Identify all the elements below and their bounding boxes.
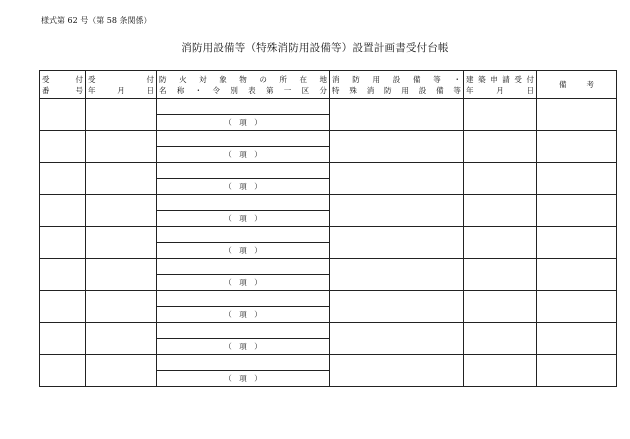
entry-row-top xyxy=(40,227,617,243)
item-classification-cell[interactable]: （ 項 ） xyxy=(157,275,330,291)
receipt-date-cell[interactable] xyxy=(86,195,157,227)
remarks-cell[interactable] xyxy=(537,355,617,387)
receipt-date-cell[interactable] xyxy=(86,259,157,291)
property-location-cell[interactable] xyxy=(157,291,330,307)
receipt-date-cell[interactable] xyxy=(86,99,157,131)
header-remarks-line1: 備 考 xyxy=(559,80,594,89)
receipt-date-cell[interactable] xyxy=(86,227,157,259)
equipment-cell[interactable] xyxy=(330,131,464,163)
equipment-cell[interactable] xyxy=(330,99,464,131)
property-location-cell[interactable] xyxy=(157,323,330,339)
item-classification-cell[interactable]: （ 項 ） xyxy=(157,211,330,227)
entry-row-top xyxy=(40,259,617,275)
property-location-cell[interactable] xyxy=(157,99,330,115)
header-building-application xyxy=(464,71,537,99)
equipment-cell[interactable] xyxy=(330,195,464,227)
equipment-cell[interactable] xyxy=(330,291,464,323)
remarks-cell[interactable] xyxy=(537,99,617,131)
item-classification-cell[interactable]: （ 項 ） xyxy=(157,179,330,195)
building-application-cell[interactable] xyxy=(464,131,537,163)
header-receipt-date-line2: 年 月 日 xyxy=(88,85,154,95)
property-location-cell[interactable] xyxy=(157,163,330,179)
header-property-line2: 名 称 ・ 令 別 表 第 一 区 分 xyxy=(159,85,327,95)
property-location-cell[interactable] xyxy=(157,259,330,275)
equipment-cell[interactable] xyxy=(330,227,464,259)
entry-row-top xyxy=(40,355,617,371)
header-receipt-number-line2: 番 号 xyxy=(42,85,83,95)
building-application-cell[interactable] xyxy=(464,99,537,131)
receipt-number-cell[interactable] xyxy=(40,131,86,163)
header-receipt-number-line1: 受 付 xyxy=(42,74,83,84)
receipt-number-cell[interactable] xyxy=(40,195,86,227)
header-equipment-line1: 消 防 用 設 備 等 ・ xyxy=(332,74,461,84)
property-location-cell[interactable] xyxy=(157,131,330,147)
remarks-cell[interactable] xyxy=(537,163,617,195)
header-building-application-line1: 建 築 申 請 受 付 xyxy=(466,74,534,84)
remarks-cell[interactable] xyxy=(537,131,617,163)
building-application-cell[interactable] xyxy=(464,259,537,291)
item-classification-cell[interactable]: （ 項 ） xyxy=(157,147,330,163)
item-classification-cell[interactable]: （ 項 ） xyxy=(157,371,330,387)
remarks-cell[interactable] xyxy=(537,259,617,291)
header-receipt-date xyxy=(86,71,157,99)
entry-row-top xyxy=(40,99,617,115)
header-property-line1: 防 火 対 象 物 の 所 在 地 xyxy=(159,74,327,84)
property-location-cell[interactable] xyxy=(157,195,330,211)
entry-row-top xyxy=(40,291,617,307)
entry-row-top xyxy=(40,323,617,339)
receipt-date-cell[interactable] xyxy=(86,291,157,323)
receipt-date-cell[interactable] xyxy=(86,131,157,163)
remarks-cell[interactable] xyxy=(537,323,617,355)
property-location-cell[interactable] xyxy=(157,355,330,371)
document-title: 消防用設備等（特殊消防用設備等）設置計画書受付台帳 xyxy=(181,42,449,54)
equipment-cell[interactable] xyxy=(330,163,464,195)
header-receipt-date-line1: 受 付 xyxy=(88,74,154,84)
remarks-cell[interactable] xyxy=(537,227,617,259)
property-location-cell[interactable] xyxy=(157,227,330,243)
entry-row-top xyxy=(40,131,617,147)
remarks-cell[interactable] xyxy=(537,195,617,227)
building-application-cell[interactable] xyxy=(464,355,537,387)
receipt-date-cell[interactable] xyxy=(86,323,157,355)
equipment-cell[interactable] xyxy=(330,355,464,387)
item-classification-cell[interactable]: （ 項 ） xyxy=(157,307,330,323)
equipment-cell[interactable] xyxy=(330,259,464,291)
register-table xyxy=(39,70,617,387)
receipt-number-cell[interactable] xyxy=(40,291,86,323)
header-equipment xyxy=(330,71,464,99)
receipt-number-cell[interactable] xyxy=(40,259,86,291)
receipt-number-cell[interactable] xyxy=(40,355,86,387)
item-classification-cell[interactable]: （ 項 ） xyxy=(157,243,330,259)
receipt-number-cell[interactable] xyxy=(40,99,86,131)
receipt-date-cell[interactable] xyxy=(86,163,157,195)
item-classification-cell[interactable]: （ 項 ） xyxy=(157,115,330,131)
receipt-number-cell[interactable] xyxy=(40,227,86,259)
equipment-cell[interactable] xyxy=(330,323,464,355)
building-application-cell[interactable] xyxy=(464,291,537,323)
receipt-date-cell[interactable] xyxy=(86,355,157,387)
building-application-cell[interactable] xyxy=(464,195,537,227)
building-application-cell[interactable] xyxy=(464,323,537,355)
entry-row-top xyxy=(40,163,617,179)
entry-row-top xyxy=(40,195,617,211)
building-application-cell[interactable] xyxy=(464,227,537,259)
header-equipment-line2: 特 殊 消 防 用 設 備 等 xyxy=(332,85,461,95)
header-property xyxy=(157,71,330,99)
header-receipt-number xyxy=(40,71,86,99)
header-remarks xyxy=(537,71,617,99)
receipt-number-cell[interactable] xyxy=(40,323,86,355)
receipt-number-cell[interactable] xyxy=(40,163,86,195)
remarks-cell[interactable] xyxy=(537,291,617,323)
header-row xyxy=(40,71,617,99)
header-building-application-line2: 年 月 日 xyxy=(466,85,534,95)
item-classification-cell[interactable]: （ 項 ） xyxy=(157,339,330,355)
form-number: 様式第 62 号（第 58 条関係） xyxy=(41,16,152,25)
building-application-cell[interactable] xyxy=(464,163,537,195)
